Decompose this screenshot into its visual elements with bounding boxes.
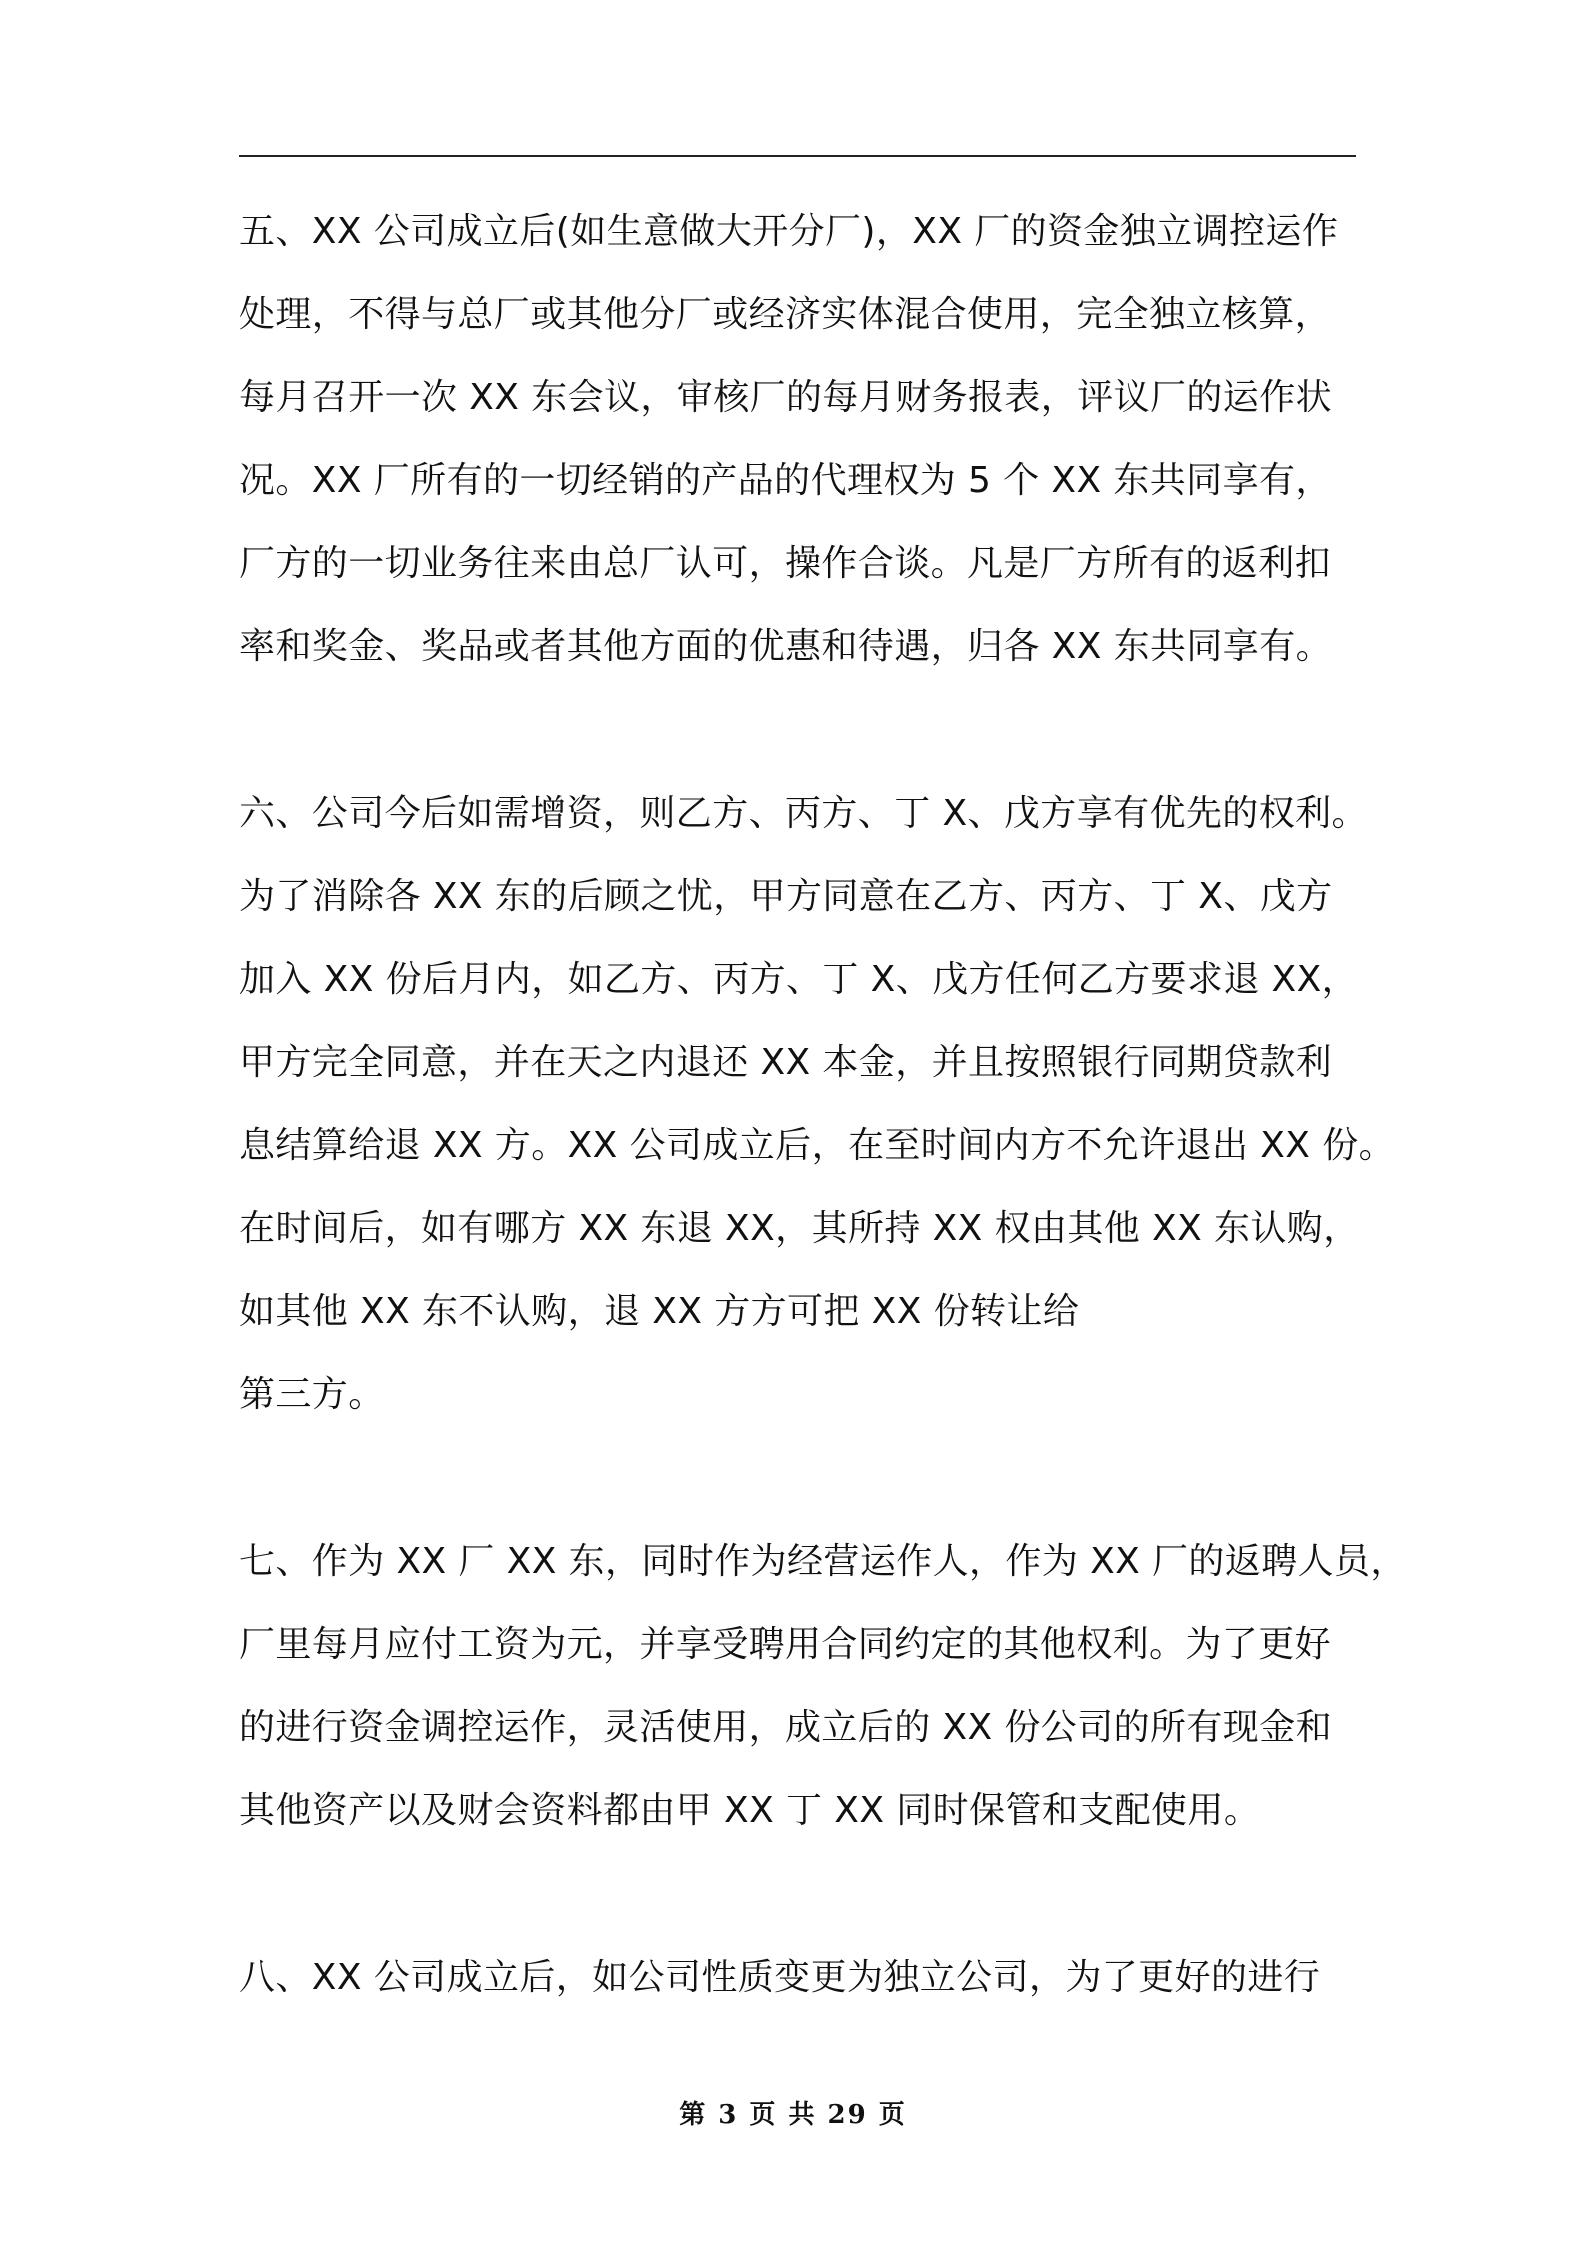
text-line: 况。XX 厂所有的一切经销的产品的代理权为 5 个 XX 东共同享有， <box>239 460 1332 501</box>
text-line: 第三方。 <box>239 1374 385 1415</box>
paragraph-gap <box>239 1852 1369 1936</box>
paragraph-7 <box>239 1520 1407 1852</box>
text-line: 其他资产以及财会资料都由甲 XX 丁 XX 同时保管和支配使用。 <box>239 1790 1261 1831</box>
text-line: 厂方的一切业务往来由总厂认可，操作合谈。凡是厂方所有的返利扣 <box>239 543 1332 584</box>
paragraph-8 <box>239 1936 1369 2019</box>
paragraph-gap <box>239 1436 1369 1520</box>
text-line: 为了消除各 XX 东的后顾之忧，甲方同意在乙方、丙方、丁 X、戊方 <box>239 876 1333 917</box>
text-line: 甲方完全同意，并在天之内退还 XX 本金，并且按照银行同期贷款利 <box>239 1042 1333 1083</box>
header-rule <box>239 155 1356 157</box>
text-line: 每月召开一次 XX 东会议，审核厂的每月财务报表，评议厂的运作状 <box>239 377 1333 418</box>
text-line: 八、XX 公司成立后，如公司性质变更为独立公司，为了更好的进行 <box>239 1957 1321 1998</box>
text-line: 的进行资金调控运作，灵活使用，成立后的 XX 份公司的所有现金和 <box>239 1707 1333 1748</box>
text-line: 七、作为 XX 厂 XX 东，同时作为经营运作人，作为 XX 厂的返聘人员， <box>239 1541 1407 1582</box>
document-body <box>239 190 1407 2019</box>
text-line: 在时间后，如有哪方 XX 东退 XX，其所持 XX 权由其他 XX 东认购， <box>239 1208 1360 1249</box>
page-number-footer: 第 3 页 共 29 页 <box>679 2100 907 2130</box>
paragraph-6 <box>239 772 1395 1436</box>
text-line: 息结算给退 XX 方。XX 公司成立后，在至时间内方不允许退出 XX 份。 <box>239 1125 1395 1166</box>
paragraph-5 <box>239 190 1369 688</box>
text-line: 率和奖金、奖品或者其他方面的优惠和待遇，归各 XX 东共同享有。 <box>239 626 1333 667</box>
text-line: 厂里每月应付工资为元，并享受聘用合同约定的其他权利。为了更好 <box>239 1624 1332 1665</box>
text-line: 五、XX 公司成立后(如生意做大开分厂)，XX 厂的资金独立调控运作 <box>239 211 1339 252</box>
paragraph-gap <box>239 688 1369 772</box>
text-line: 处理，不得与总厂或其他分厂或经济实体混合使用，完全独立核算， <box>239 294 1332 335</box>
text-line: 如其他 XX 东不认购，退 XX 方方可把 XX 份转让给 <box>239 1291 1080 1332</box>
text-line: 加入 XX 份后月内，如乙方、丙方、丁 X、戊方任何乙方要求退 XX， <box>239 959 1359 1000</box>
text-line: 六、公司今后如需增资，则乙方、丙方、丁 X、戊方享有优先的权利。 <box>239 793 1368 834</box>
